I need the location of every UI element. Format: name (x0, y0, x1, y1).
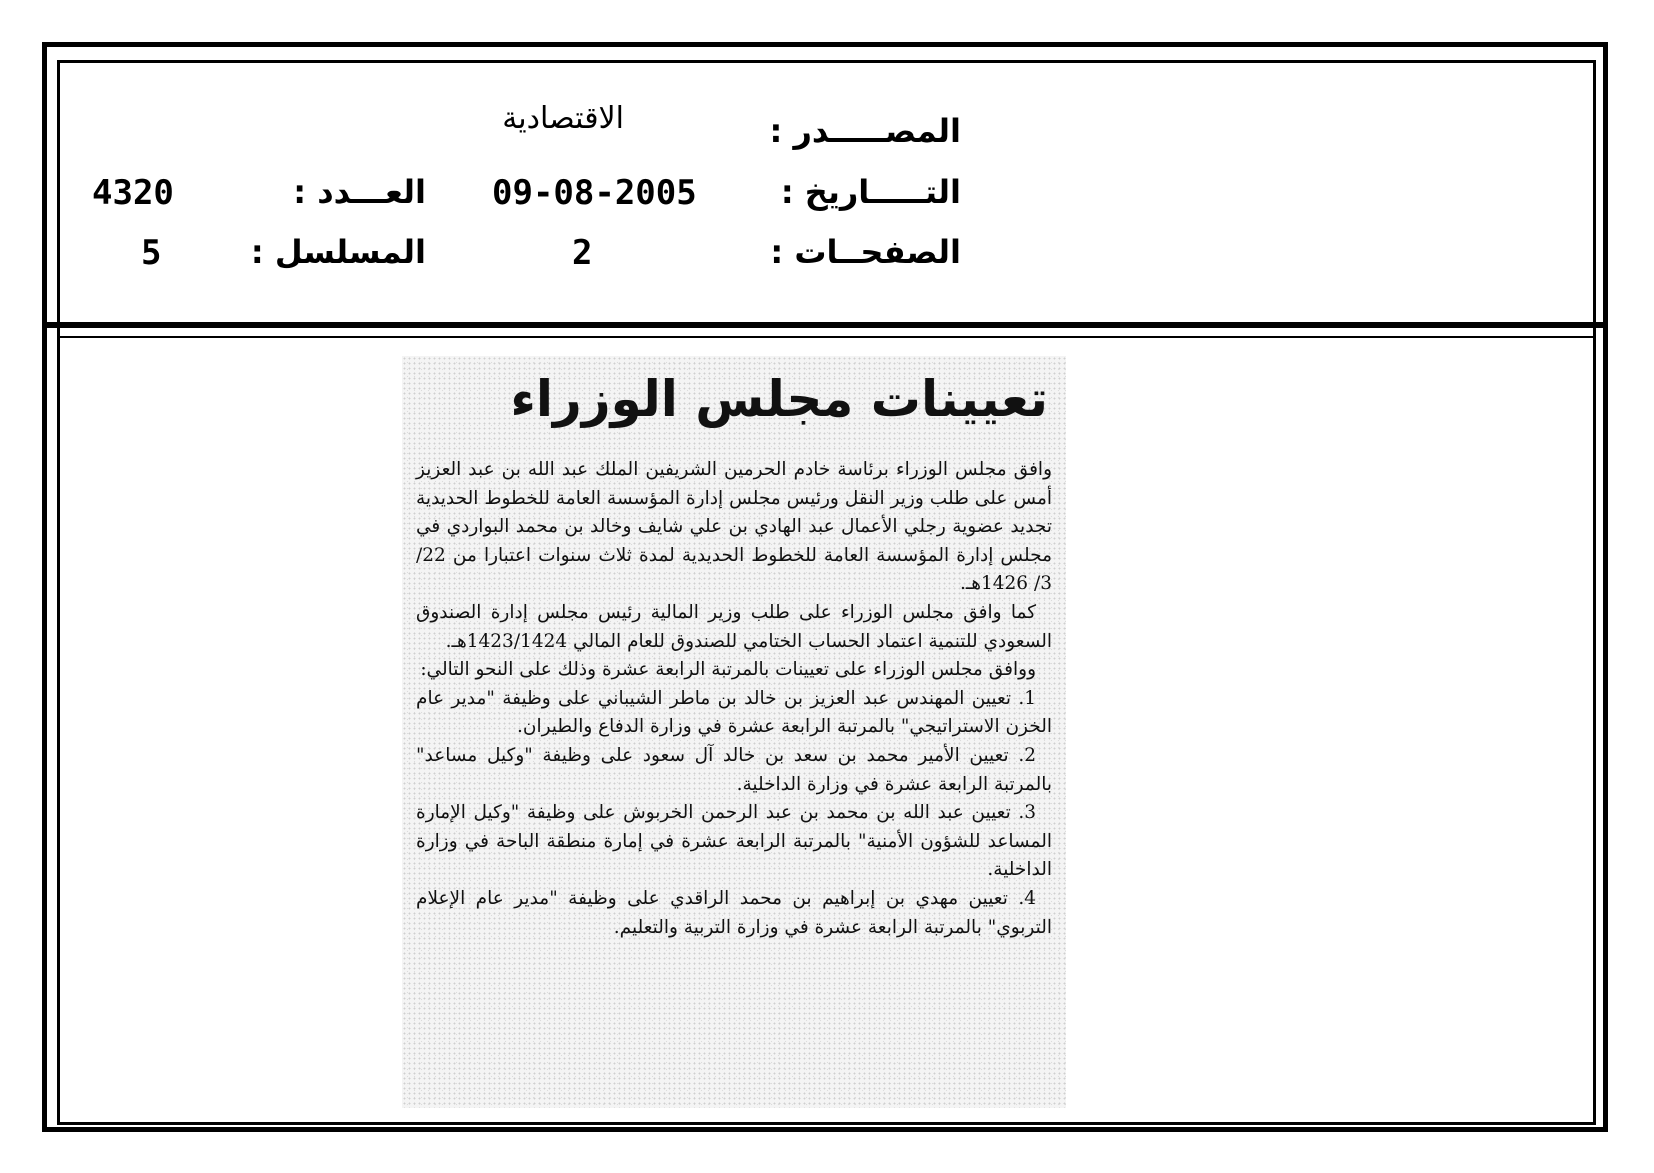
issue-value: 4320 (92, 173, 174, 213)
pages-value: 2 (572, 233, 593, 273)
date-label: التـــــاريخ : (780, 173, 961, 211)
article-paragraph: 4. تعيين مهدي بن إبراهيم بن محمد الراقدي على وظيفة "مدير عام الإعلام التربوي" بالمرتبة الرابعة عشرة في وزارة التربية والتعليم. (416, 887, 1052, 938)
article-paragraph: 1. تعيين المهندس عبد العزيز بن خالد بن ماطر الشيباني على وظيفة "مدير عام الخزن الاستراتيجي" بالمرتبة الرابعة عشرة في وزارة الدفاع والطيران. (416, 687, 1052, 738)
article-headline: تعيينات مجلس الوزراء (510, 370, 1048, 428)
article-paragraph: 3. تعيين عبد الله بن محمد بن عبد الرحمن الخربوش على وظيفة "وكيل الإمارة المساعد للشؤون الأمنية" بالمرتبة الرابعة عشرة في إمارة منطقة الباحة في وزارة الداخلية. (416, 802, 1052, 881)
serial-value: 5 (141, 233, 162, 273)
article-paragraph: ووافق مجلس الوزراء على تعيينات بالمرتبة الرابعة عشرة وذلك على النحو التالي: (420, 659, 1036, 681)
article-paragraph: 2. تعيين الأمير محمد بن سعد بن خالد آل سعود على وظيفة "وكيل مساعد" بالمرتبة الرابعة عشرة في وزارة الداخلية. (416, 744, 1052, 795)
date-value: 09-08-2005 (492, 173, 697, 213)
newspaper-clipping (402, 356, 1066, 1108)
header-divider-inner (57, 336, 1596, 338)
issue-label: العـــدد : (293, 173, 426, 211)
header-divider (45, 322, 1605, 328)
source-value: الاقتصادية (502, 101, 624, 136)
source-label: المصـــــدر : (769, 112, 961, 150)
article-paragraph: كما وافق مجلس الوزراء على طلب وزير المالية رئيس مجلس إدارة الصندوق السعودي للتنمية اعتماد الحساب الختامي للصندوق للعام المالي 1423/1424هـ. (416, 601, 1052, 652)
article-body (416, 456, 1052, 942)
serial-label: المسلسل : (250, 233, 426, 271)
pages-label: الصفحــات : (770, 233, 961, 271)
article-paragraph: وافق مجلس الوزراء برئاسة خادم الحرمين الشريفين الملك عبد الله بن عبد العزيز أمس على طلب وزير النقل ورئيس مجلس إدارة المؤسسة العامة للخطوط الحديدية تجديد عضوية رجلي الأعمال عبد الهادي بن علي شايف وخالد بن محمد البواردي في مجلس إدارة المؤسسة العامة للخطوط الحديدية لمدة ثلاث سنوات اعتبارا من 22/ 3/ 1426هـ. (416, 459, 1052, 595)
